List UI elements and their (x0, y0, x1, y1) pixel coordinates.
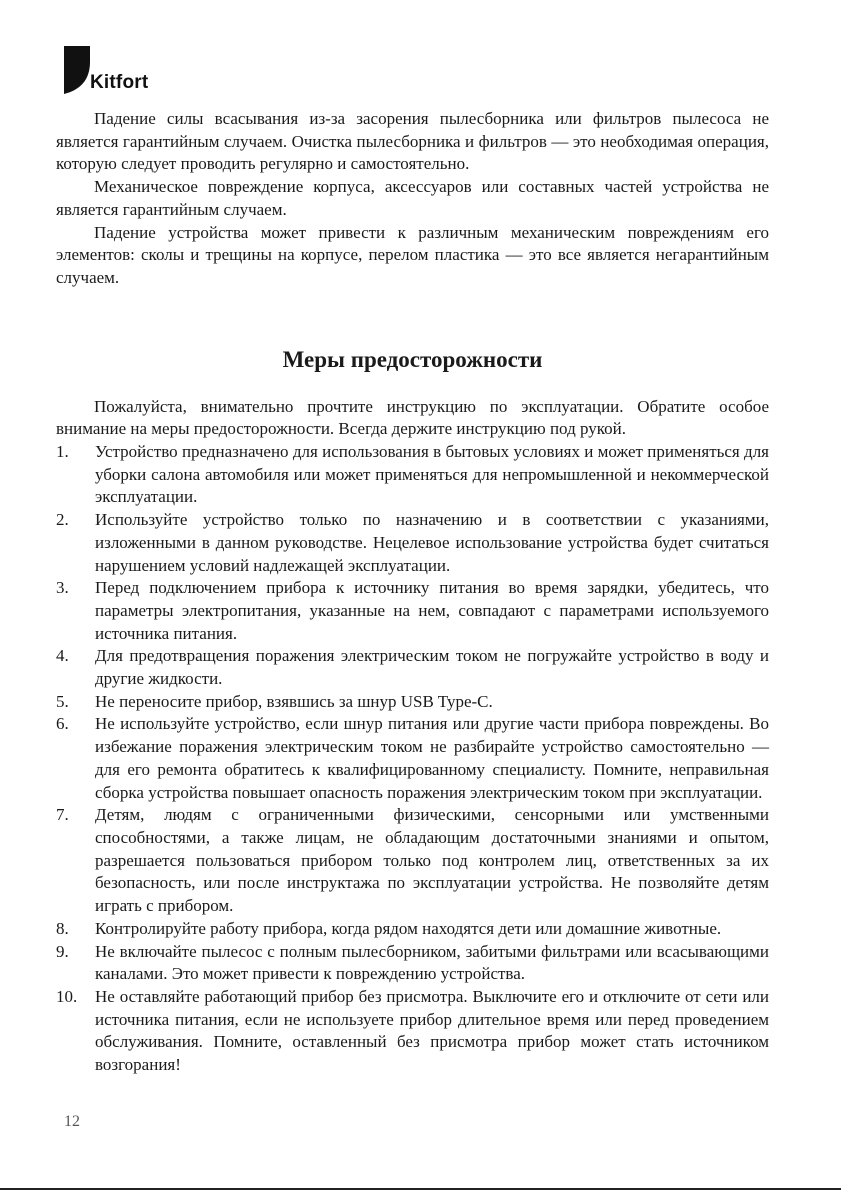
page-content (56, 108, 769, 1077)
list-item (56, 713, 769, 804)
item-number: 7. (56, 805, 69, 825)
item-number: 9. (56, 941, 69, 961)
brand-name: Kitfort (90, 72, 149, 93)
item-number: 10. (56, 986, 78, 1006)
item-number: 1. (56, 442, 69, 462)
list-item (56, 441, 769, 509)
list-item (56, 918, 769, 941)
item-number: 6. (56, 714, 69, 734)
item-text: Не используйте устройство, если шнур питания или другие части прибора повреждены. Во избежание поражения электрическим током не разбирайте устройство самостоятельно — для его ремонта обратитесь к квалифицированному специалисту. Помните, неправильная сборка устройства повышает опасность поражения электрическим током при эксплуатации. (95, 714, 769, 802)
page-number: 12 (64, 1113, 80, 1130)
brand-logo (62, 46, 182, 98)
list-item (56, 941, 769, 986)
warranty-paragraph-3: Падение устройства может привести к различным механическим повреждениям его элементов: сколы и трещины на корпусе, перелом пластика — это все является негарантийным случаем. (56, 222, 769, 287)
warranty-paragraph-2: Механическое повреждение корпуса, аксессуаров или составных частей устройства не является гарантийным случаем. (56, 177, 769, 219)
item-text: Не включайте пылесос с полным пылесборником, забитыми фильтрами или всасывающими каналами. Это может привести к повреждению устройства. (95, 941, 769, 984)
item-text: Не переносите прибор, взявшись за шнур USB Type-C. (95, 691, 493, 711)
list-item (56, 986, 769, 1077)
item-text: Используйте устройство только по назначению и в соответствии с указаниями, изложенными в данном руководстве. Нецелевое использование устройства будет считаться нарушением условий надлежащей эксплуатации. (95, 510, 769, 575)
item-number: 4. (56, 646, 69, 666)
list-item (56, 577, 769, 645)
item-text: Перед подключением прибора к источнику питания во время зарядки, убедитесь, что параметры электропитания, указанные на нем, совпадают с параметрами используемого источника питания. (95, 578, 769, 643)
list-item (56, 691, 769, 714)
item-number: 8. (56, 918, 69, 938)
item-number: 3. (56, 578, 69, 598)
item-text: Контролируйте работу прибора, когда рядом находятся дети или домашние животные. (95, 918, 722, 938)
item-text: Детям, людям с ограниченными физическими, сенсорными или умственными способностями, а также лицам, не обладающим достаточными знаниями и опытом, разрешается пользоваться прибором только под контролем лиц, ответственных за их безопасность, или после инструктажа по эксплуатации устройства. Не позволяйте детям играть с прибором. (95, 805, 769, 916)
page-bottom-divider (0, 1188, 841, 1190)
list-item (56, 804, 769, 918)
warranty-paragraph-1: Падение силы всасывания из-за засорения пылесборника или фильтров пылесоса не является гарантийным случаем. Очистка пылесборника и фильтров — это необходимая операция, которую следует проводить регулярно и самостоятельно. (56, 109, 769, 174)
item-number: 2. (56, 510, 69, 530)
item-text: Для предотвращения поражения электрическим током не погружайте устройство в воду и другие жидкости. (95, 646, 769, 689)
item-text: Не оставляйте работающий прибор без присмотра. Выключите его и отключите от сети или источника питания, если не используете прибор длительное время или перед проведением обслуживания. Помните, оставленный без присмотра прибор может стать источником возгорания! (95, 986, 769, 1075)
precautions-list (56, 441, 769, 1077)
item-number: 5. (56, 691, 69, 711)
section-title: Меры предосторожности (282, 346, 543, 372)
kitfort-logo-icon (62, 46, 92, 94)
item-text: Устройство предназначено для использования в бытовых условиях и может применяться для уборки салона автомобиля или может применяться для непромышленной и некоммерческой эксплуатации. (95, 442, 769, 507)
list-item (56, 645, 769, 690)
intro-paragraph: Пожалуйста, внимательно прочтите инструкцию по эксплуатации. Обратите особое внимание на меры предосторожности. Всегда держите инструкцию под рукой. (56, 396, 769, 439)
list-item (56, 509, 769, 577)
